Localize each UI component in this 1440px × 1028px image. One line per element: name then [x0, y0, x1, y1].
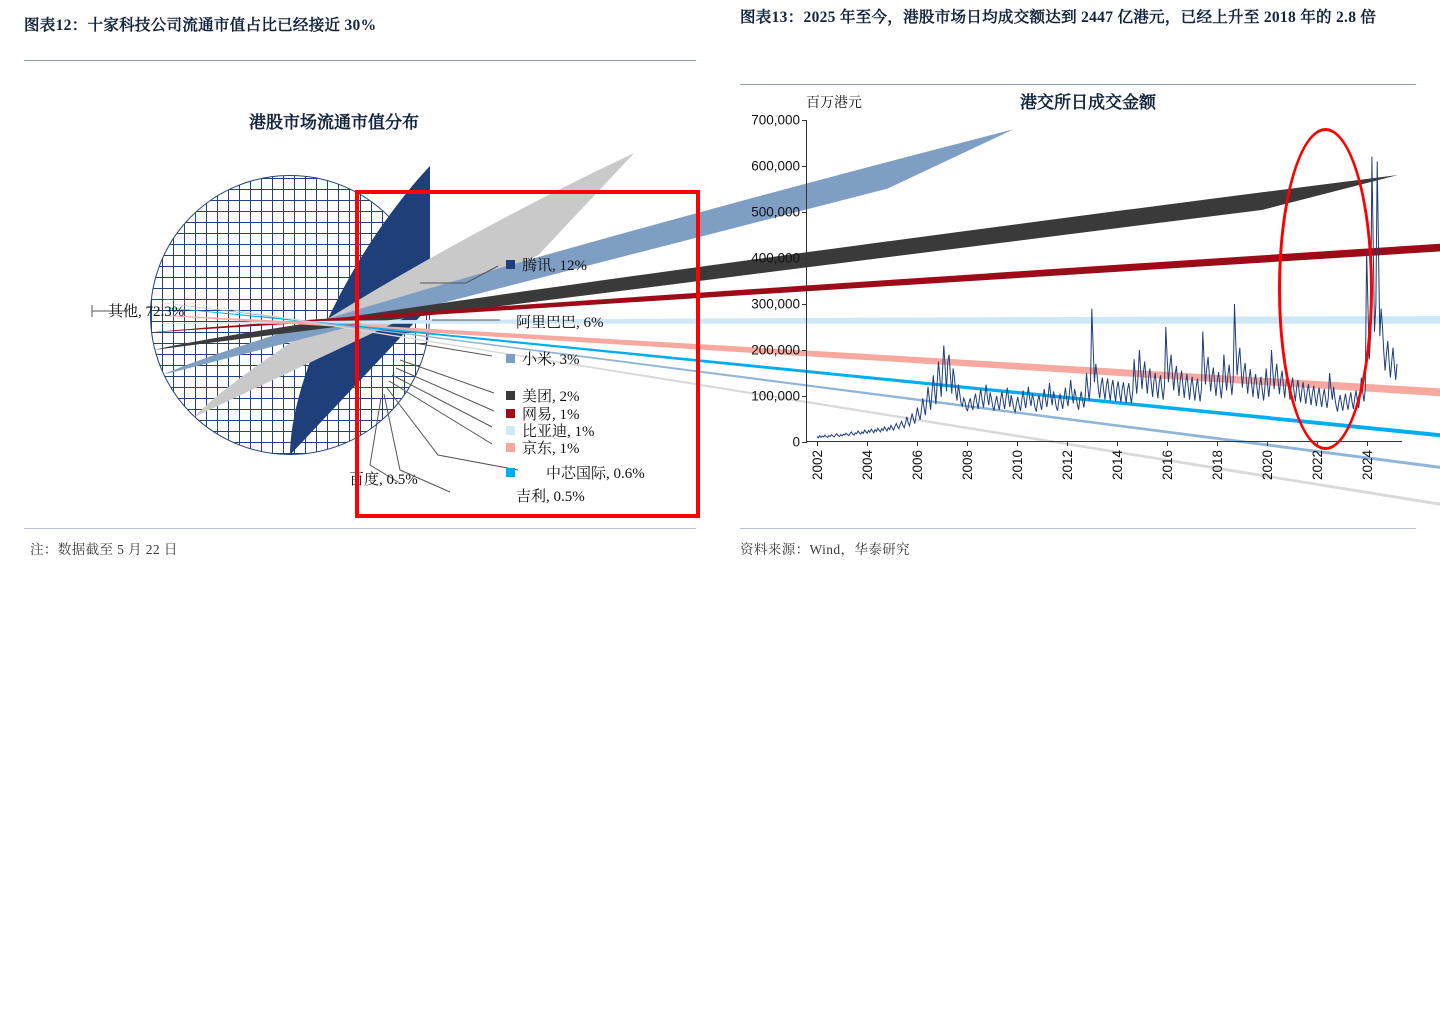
- x-tick-2024: 2024: [1360, 450, 1375, 481]
- figure-13-title-text: 2025 年至今，港股市场日均成交额达到 2447 亿港元，已经上升至 2018 年的 2.8 倍: [803, 9, 1377, 26]
- pie-label-alibaba-text: 阿里巴巴, 6%: [516, 315, 604, 331]
- figure-13-footnote: 资料来源：Wind，华泰研究: [740, 542, 911, 557]
- highlight-ellipse-2025: [1278, 128, 1373, 450]
- y-axis-unit-label: 百万港元: [806, 96, 862, 111]
- figure-13-footer-rule: [740, 528, 1416, 529]
- pie-label-other: 其他, 72.3%: [108, 304, 185, 320]
- x-tick-2014: 2014: [1110, 450, 1125, 481]
- y-tick-100000: 100,000: [751, 388, 800, 404]
- y-tick-300000: 300,000: [751, 296, 800, 312]
- y-tick-700000: 700,000: [751, 112, 800, 128]
- figure-12-title: [24, 14, 684, 38]
- figure-12-title-rule: [24, 60, 696, 61]
- figure-12-panel: [0, 0, 720, 570]
- y-tick-500000: 500,000: [751, 204, 800, 220]
- x-tick-2010: 2010: [1010, 450, 1025, 481]
- x-tick-2016: 2016: [1160, 450, 1175, 481]
- figure-12-footer-rule: [24, 528, 696, 529]
- pie-label-jd-text: 京东, 1%: [522, 441, 580, 457]
- line-chart-heading: 港交所日成交金额: [1020, 93, 1156, 112]
- y-tick-400000: 400,000: [751, 250, 800, 266]
- pie-label-baidu-text: 百度, 0.5%: [349, 472, 418, 488]
- x-tick-2020: 2020: [1260, 450, 1275, 481]
- y-tick-200000: 200,000: [751, 342, 800, 358]
- y-tick-600000: 600,000: [751, 158, 800, 174]
- x-tick-2006: 2006: [910, 450, 925, 481]
- x-tick-2022: 2022: [1310, 450, 1325, 481]
- pie-highlight-box: [355, 190, 700, 518]
- x-tick-2004: 2004: [860, 450, 875, 481]
- figure-12-label: 图表12：: [24, 17, 88, 34]
- x-tick-2012: 2012: [1060, 450, 1075, 481]
- y-tick-0: 0: [792, 434, 800, 450]
- pie-chart-heading: 港股市场流通市值分布: [249, 113, 419, 132]
- pie-label-geely-text: 吉利, 0.5%: [516, 489, 585, 505]
- pie-label-tencent-text: 腾讯, 12%: [522, 258, 587, 274]
- pie-label-netease-text: 网易, 1%: [522, 407, 580, 423]
- pie-label-meituan-text: 美团, 2%: [522, 389, 580, 405]
- x-tick-2018: 2018: [1210, 450, 1225, 481]
- x-tick-2008: 2008: [960, 450, 975, 481]
- pie-label-xiaomi-text: 小米, 3%: [522, 352, 580, 368]
- figure-12-title-text: 十家科技公司流通市值占比已经接近 30%: [87, 17, 377, 34]
- figure-13-title: [740, 6, 1420, 30]
- x-tick-2002: 2002: [810, 450, 825, 481]
- figure-13-title-rule: [740, 84, 1416, 85]
- pie-label-byd-text: 比亚迪, 1%: [522, 424, 595, 440]
- pie-label-smic-text: 中芯国际, 0.6%: [546, 466, 645, 482]
- figure-12-footnote: 注：数据截至 5 月 22 日: [30, 542, 178, 557]
- figure-13-label: 图表13：: [740, 9, 804, 26]
